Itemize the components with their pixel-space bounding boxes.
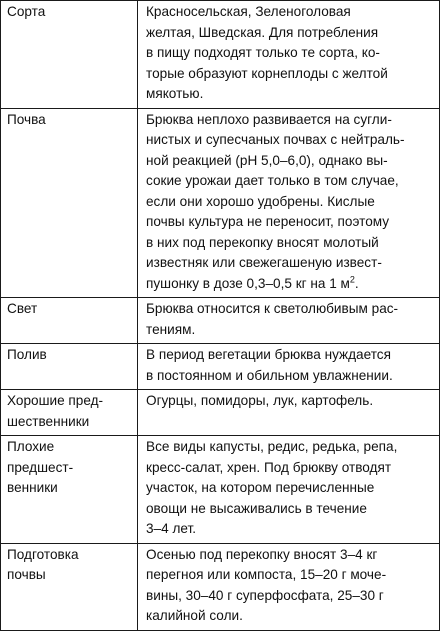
text-line: пушонку в дозе 0,3–0,5 кг на 1 м — [146, 275, 350, 291]
label-line: предшест- — [7, 459, 74, 475]
table-row-good-predecessors — [1, 390, 440, 436]
row-value-good-predecessors — [138, 390, 440, 436]
table-row-varieties — [1, 1, 440, 109]
row-label-light — [1, 298, 138, 344]
label-line: Подготовка — [7, 546, 79, 562]
text-line: в постоянном и обильном увлажнении. — [146, 367, 393, 383]
text-line: желтая, Шведская. Для потребления — [146, 24, 379, 40]
label-line: шественники — [7, 413, 90, 429]
text-line: В период вегетации брюква нуждается — [146, 347, 391, 362]
text-line: Брюква неплохо развивается на сугли- — [146, 111, 392, 127]
text-line: кресс-салат, хрен. Под брюкву отводят — [146, 459, 392, 475]
text-line: тениям. — [146, 321, 196, 337]
row-value-watering — [138, 344, 440, 390]
label-line: Сорта — [7, 4, 46, 19]
table-row-bad-predecessors — [1, 436, 440, 544]
text-line: если они хорошо удобрены. Кислые — [146, 193, 375, 209]
table-row-light — [1, 298, 440, 344]
row-label-soil-preparation — [1, 543, 138, 630]
text-line: Все виды капусты, редис, редька, репа, — [146, 439, 398, 454]
row-value-soil — [138, 108, 440, 298]
table-row-soil-preparation — [1, 543, 440, 630]
label-line: венники — [7, 480, 58, 495]
text-line: участок, на котором перечисленные — [146, 480, 375, 495]
text-line: Красносельская, Зеленоголовая — [146, 4, 351, 19]
text-line: овощи не высаживались в течение — [146, 500, 367, 516]
row-value-soil-preparation — [138, 543, 440, 630]
text-line: в пищу подходят только те сорта, ко- — [146, 45, 380, 60]
row-label-varieties — [1, 1, 138, 109]
text-line: Брюква относится к светолюбивым рас- — [146, 301, 399, 316]
table-row-soil — [1, 108, 440, 298]
label-line: Плохие — [7, 439, 55, 454]
text-line: сокие урожаи дает только в том случае, — [146, 173, 399, 188]
superscript: 2 — [349, 273, 355, 284]
row-label-soil — [1, 108, 138, 298]
row-label-watering — [1, 344, 138, 390]
text-line: Осенью под перекопку вносят 3–4 кг — [146, 546, 378, 562]
text-line: в них под перекопку вносят молотый — [146, 234, 379, 250]
label-line: Свет — [7, 301, 38, 316]
text-line: почвы культура не переносит, поэтому — [146, 214, 390, 229]
text-line: мякотью. — [146, 86, 204, 101]
text-line: перегноя или компоста, 15–20 г моче- — [146, 567, 387, 582]
label-line: Почва — [7, 111, 46, 127]
text-line-with-superscript — [146, 274, 435, 295]
row-value-varieties — [138, 1, 440, 109]
table-row-watering — [1, 344, 440, 390]
text-line: 3–4 лет. — [146, 521, 196, 536]
line-end-punct: . — [354, 275, 359, 291]
text-line: нистых и супесчаных почвах с нейтраль- — [146, 132, 405, 147]
text-line: ной реакцией (pH 5,0–6,0), однако вы- — [146, 152, 388, 168]
text-line: вины, 30–40 г суперфосфата, 25–30 г — [146, 587, 384, 603]
row-value-light — [138, 298, 440, 344]
text-line: Огурцы, помидоры, лук, картофель. — [146, 393, 374, 408]
row-label-bad-predecessors — [1, 436, 138, 544]
label-line: почвы — [7, 567, 46, 582]
label-line: Хорошие пред- — [7, 393, 104, 408]
row-value-bad-predecessors — [138, 436, 440, 544]
text-line: торые образуют корнеплоды с желтой — [146, 65, 388, 81]
label-line: Полив — [7, 347, 47, 362]
row-label-good-predecessors — [1, 390, 138, 436]
text-line: известняк или свежегашеную извест- — [146, 255, 382, 270]
text-line: калийной соли. — [146, 608, 243, 623]
